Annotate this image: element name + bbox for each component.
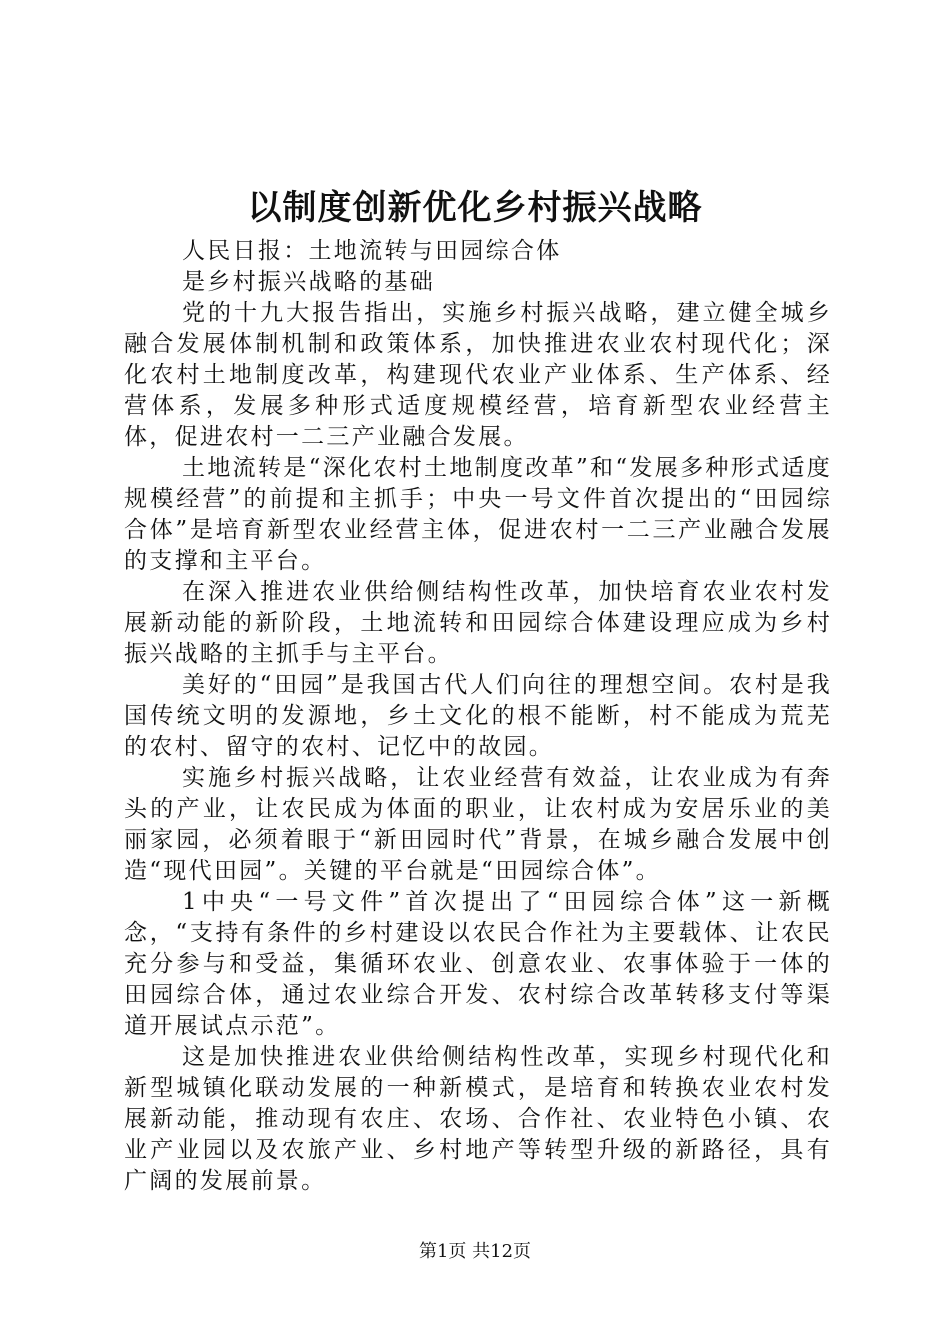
paragraph-subtitle-line-1: 人民日报：土地流转与田园综合体 <box>182 238 562 264</box>
paragraph: 党的十九大报告指出，实施乡村振兴战略，建立健全城乡融合发展体制机制和政策体系，加快推进农业农村现代化；深化农村土地制度改革，构建现代农业产业体系、生产体系、经营体系，发展多种形式适度规模经营，培育新型农业经营主体，促进农村一二三产业融合发展。 <box>124 300 832 450</box>
page-number-footer: 第1页 共12页 <box>418 1241 532 1262</box>
paragraph: 土地流转是“深化农村土地制度改革”和“发展多种形式适度规模经营”的前提和主抓手；中央一号文件首次提出的“田园综合体”是培育新型农业经营主体，促进农村一二三产业融合发展的支撑和主平台。 <box>124 455 832 574</box>
paragraph: 在深入推进农业供给侧结构性改革，加快培育农业农村发展新动能的新阶段，土地流转和田园综合体建设理应成为乡村振兴战略的主抓手与主平台。 <box>124 579 832 667</box>
paragraph: 这是加快推进农业供给侧结构性改革，实现乡村现代化和新型城镇化联动发展的一种新模式，是培育和转换农业农村发展新动能，推动现有农庄、农场、合作社、农业特色小镇、农业产业园以及农旅产业、乡村地产等转型升级的新路径，具有广阔的发展前景。 <box>124 1044 832 1194</box>
paragraph-subtitle-line-2: 是乡村振兴战略的基础 <box>182 269 435 295</box>
document-body <box>124 236 832 1197</box>
paragraph: 1中央“一号文件”首次提出了“田园综合体”这一新概念，“支持有条件的乡村建设以农民合作社为主要载体、让农民充分参与和受益，集循环农业、创意农业、农事体验于一体的田园综合体，通过农业综合开发、农村综合改革转移支付等渠道开展试点示范”。 <box>124 889 832 1039</box>
paragraph: 实施乡村振兴战略，让农业经营有效益，让农业成为有奔头的产业，让农民成为体面的职业，让农村成为安居乐业的美丽家园，必须着眼于“新田园时代”背景，在城乡融合发展中创造“现代田园”。关键的平台就是“田园综合体”。 <box>124 765 832 884</box>
paragraph: 美好的“田园”是我国古代人们向往的理想空间。农村是我国传统文明的发源地，乡土文化的根不能断，村不能成为荒芜的农村、留守的农村、记忆中的故园。 <box>124 672 832 760</box>
document-title: 以制度创新优化乡村振兴战略 <box>247 188 703 228</box>
